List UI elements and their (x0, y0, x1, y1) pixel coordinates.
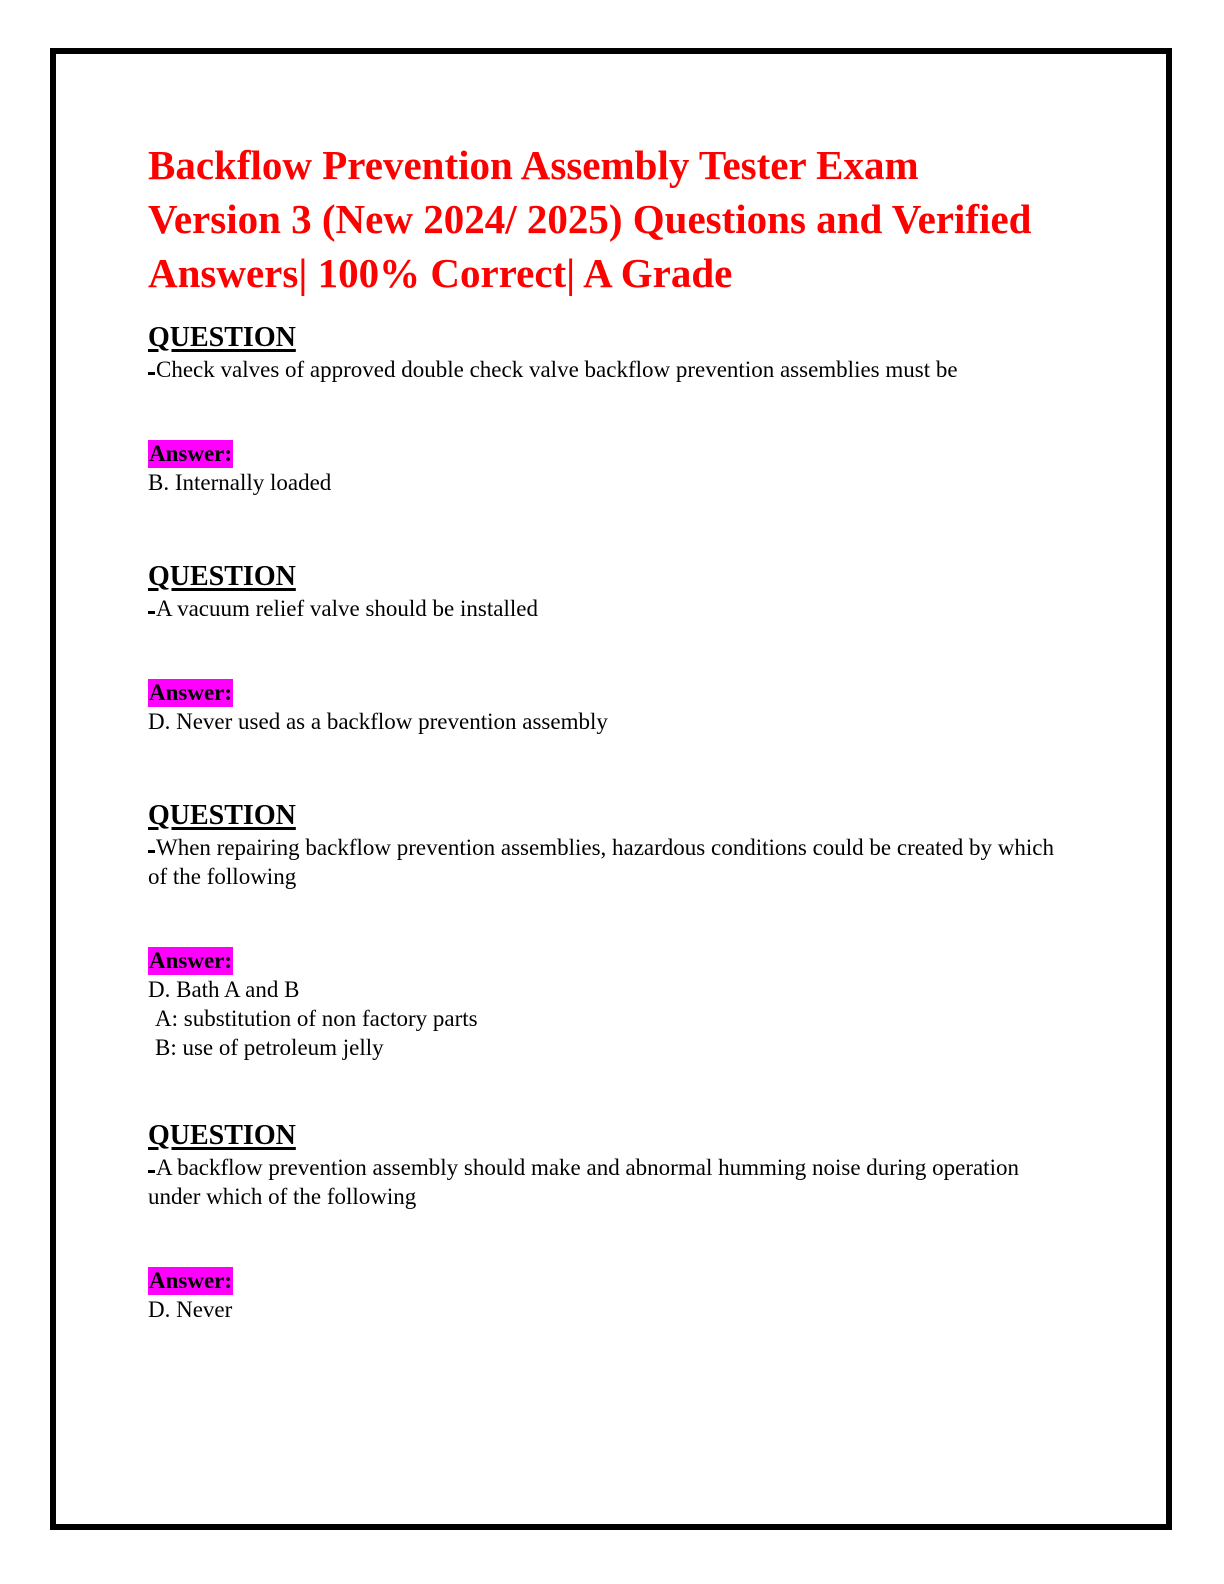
question-text-3: When repairing backflow prevention assemblies, hazardous conditions could be created by which of the following (148, 835, 1054, 889)
answer-line-3-1: A: substitution of non factory parts (155, 1006, 478, 1031)
answer-line-1-0: B. Internally loaded (148, 470, 332, 495)
question-text-2: A vacuum relief valve should be installed (156, 596, 538, 621)
section-spacer-2 (148, 736, 1060, 800)
question-text-4: A backflow prevention assembly should make and abnormal humming noise during operation under which of the following (148, 1155, 1019, 1209)
question-text-wrap-2 (148, 594, 1058, 623)
qa-block-1 (148, 322, 1060, 497)
answer-line-3-0: D. Bath A and B (148, 977, 300, 1002)
question-heading-wrap-2 (148, 561, 1060, 593)
leading-dash-icon-1 (148, 372, 155, 375)
answer-label-1: Answer: (149, 441, 233, 466)
leading-dash-icon-2 (148, 611, 155, 614)
question-heading-4: QUESTION (148, 1120, 296, 1151)
document-page-border (50, 48, 1172, 1530)
answer-line-2-0: D. Never used as a backflow prevention assembly (148, 709, 608, 734)
answer-label-row-1 (148, 440, 1060, 468)
answer-label-row-3 (148, 947, 1060, 975)
answer-line-3-2: B: use of petroleum jelly (155, 1035, 384, 1060)
page-title: Backflow Prevention Assembly Tester Exam Version 3 (New 2024/ 2025) Questions and Verified Answers| 100% Correct| A Grade (148, 142, 1032, 296)
question-heading-wrap-4 (148, 1120, 1060, 1152)
leading-dash-icon-4 (148, 1170, 155, 1173)
question-heading-wrap-1 (148, 322, 1060, 354)
qa-block-3 (148, 800, 1060, 1062)
section-spacer-3 (148, 1062, 1060, 1120)
question-heading-2: QUESTION (148, 561, 296, 592)
leading-dash-icon-3 (148, 850, 155, 853)
question-heading-1: QUESTION (148, 322, 296, 353)
question-text-wrap-4 (148, 1153, 1058, 1211)
answer-label-3: Answer: (149, 948, 233, 973)
question-heading-wrap-3 (148, 800, 1060, 832)
answer-label-2: Answer: (149, 680, 233, 705)
answer-label-row-4 (148, 1267, 1060, 1295)
answer-label-row-2 (148, 679, 1060, 707)
section-spacer-1 (148, 497, 1060, 561)
question-text-wrap-3 (148, 833, 1058, 891)
question-text-wrap-1 (148, 355, 1058, 384)
question-text-1: Check valves of approved double check valve backflow prevention assemblies must be (156, 357, 958, 382)
qa-block-2 (148, 561, 1060, 736)
document-content (148, 138, 1060, 1324)
answer-label-4: Answer: (149, 1268, 233, 1293)
answer-line-4-0: D. Never (148, 1297, 233, 1322)
qa-block-4 (148, 1120, 1060, 1324)
question-heading-3: QUESTION (148, 800, 296, 831)
